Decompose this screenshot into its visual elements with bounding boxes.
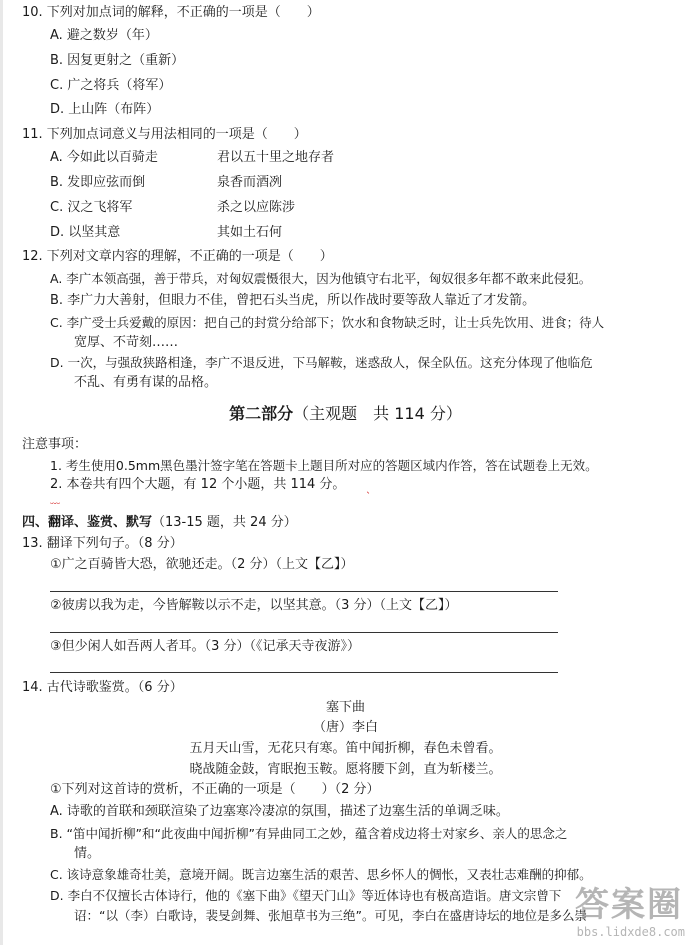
notice-item-1: 1. 考生使用0.5mm黑色墨汁签字笔在答题卡上题目所对应的答题区域内作答，答在试题卷上无效。	[50, 458, 598, 473]
section-four-heading	[22, 514, 297, 532]
watermark-url: bbs.lidxde8.com	[576, 925, 685, 939]
q13-answer-line-2	[50, 632, 558, 633]
q11-option-b-left: B. 发即应弦而倒	[50, 175, 146, 190]
q10-option-c: C. 广之将兵（将军）	[50, 78, 172, 93]
q13-stem: 13. 翻译下列句子。（8 分）	[22, 536, 183, 551]
q14-stem: 14. 古代诗歌鉴赏。（6 分）	[22, 680, 183, 695]
poem-line-1: 五月天山雪，无花只有寒。笛中闻折柳，春色未曾看。	[189, 741, 502, 756]
q14-option-d-line1: D. 李白不仅擅长古体诗行，他的《塞下曲》《望天门山》等近体诗也有极高造诣。唐文宗曾下	[50, 888, 562, 903]
red-tick-mark: ˎ	[366, 483, 371, 494]
notice-label: 注意事项：	[22, 437, 88, 452]
q11-option-b-right: 泉香而酒冽	[217, 175, 283, 190]
section-four-title: 四、翻译、鉴赏、默写	[22, 515, 153, 530]
q14-option-d-line2: 诏：“以（李）白歌诗，裴旻剑舞、张旭草书为三绝”。可见，李白在盛唐诗坛的地位是多么崇	[74, 908, 587, 923]
q11-option-c-right: 杀之以应陈涉	[217, 200, 296, 215]
part-two-title-sub: （主观题 共 114 分）	[293, 404, 462, 423]
q14-option-a: A. 诗歌的首联和颈联渲染了边塞寒冷凄凉的氛围，描述了边塞生活的单调乏味。	[50, 804, 509, 819]
poem-author: （唐）李白	[312, 720, 378, 735]
watermark-brand: 答案圈	[575, 885, 683, 925]
q13-answer-line-3	[50, 672, 558, 673]
q12-option-d-line2: 不乱、有勇有谋的品格。	[74, 375, 218, 390]
q10-stem: 10. 下列对加点词的解释，不正确的一项是（ ）	[22, 5, 320, 20]
q10-option-d: D. 上山阵（布阵）	[50, 102, 160, 117]
q13-item-2: ②彼虏以我为走，今皆解鞍以示不走，以坚其意。（3 分）（上文【乙】）	[50, 598, 458, 613]
q12-stem: 12. 下列对文章内容的理解，不正确的一项是（ ）	[22, 249, 333, 264]
part-two-title-main: 第二部分	[229, 404, 294, 423]
notice-item-2: 2. 本卷共有四个大题，有 12 个小题，共 114 分。	[50, 477, 346, 492]
q14-option-b-line2: 情。	[74, 846, 101, 861]
q10-option-b: B. 因复更射之（重新）	[50, 53, 185, 68]
q11-option-a-left: A. 今如此以百骑走	[50, 150, 158, 165]
q11-stem: 11. 下列加点词意义与用法相同的一项是（ ）	[22, 127, 307, 142]
red-wavy-mark: ﹏	[50, 495, 60, 506]
q13-item-1: ①广之百骑皆大恐，欲驰还走。（2 分）（上文【乙】）	[50, 557, 354, 572]
q13-item-3: ③但少闲人如吾两人者耳。（3 分）（《记承天寺夜游》）	[50, 639, 361, 654]
q14-sub-question-1: ①下列对这首诗的赏析，不正确的一项是（ ）（2 分）	[50, 782, 380, 797]
q12-option-c-line1: C. 李广受士兵爱戴的原因：把自己的封赏分给部下；饮水和食物缺乏时，让士兵先饮用、进食；待人	[50, 315, 605, 330]
q11-option-c-left: C. 汉之飞将军	[50, 200, 133, 215]
q10-option-a: A. 避之数岁（年）	[50, 28, 158, 43]
page-left-margin	[0, 0, 3, 945]
q12-option-a: A. 李广本领高强，善于带兵，对匈奴震慑很大，因为他镇守右北平，匈奴很多年都不敢来此侵犯。	[50, 271, 592, 286]
poem-title: 塞下曲	[325, 700, 365, 715]
q14-option-b-line1: B. “笛中闻折柳”和“此夜曲中闻折柳”有异曲同工之妙，蕴含着戍边将士对家乡、亲人的思念之	[50, 826, 568, 841]
section-four-note: （13-15 题，共 24 分）	[152, 515, 297, 530]
q12-option-c-line2: 宽厚、不苛刻……	[74, 335, 179, 350]
q13-answer-line-1	[50, 591, 558, 592]
part-two-title	[0, 403, 691, 425]
q12-option-b: B. 李广力大善射，但眼力不佳，曾把石头当虎，所以作战时要等敌人靠近了才发箭。	[50, 293, 536, 308]
q11-option-a-right: 君以五十里之地存者	[217, 150, 335, 165]
q11-option-d-right: 其如土石何	[217, 225, 283, 240]
q14-option-c: C. 该诗意象雄奇壮美，意境开阔。既言边塞生活的艰苦、思乡怀人的惆怅，又表壮志难酬的抑郁。	[50, 867, 592, 882]
watermark-logo	[539, 875, 689, 943]
q11-option-d-left: D. 以坚其意	[50, 225, 121, 240]
q12-option-d-line1: D. 一次，与强敌狭路相逢，李广不退反进，下马解鞍，迷惑敌人，保全队伍。这充分体现了他临危	[50, 355, 593, 370]
poem-line-2: 晓战随金鼓，宵眠抱玉鞍。愿将腰下剑，直为斩楼兰。	[189, 762, 502, 777]
